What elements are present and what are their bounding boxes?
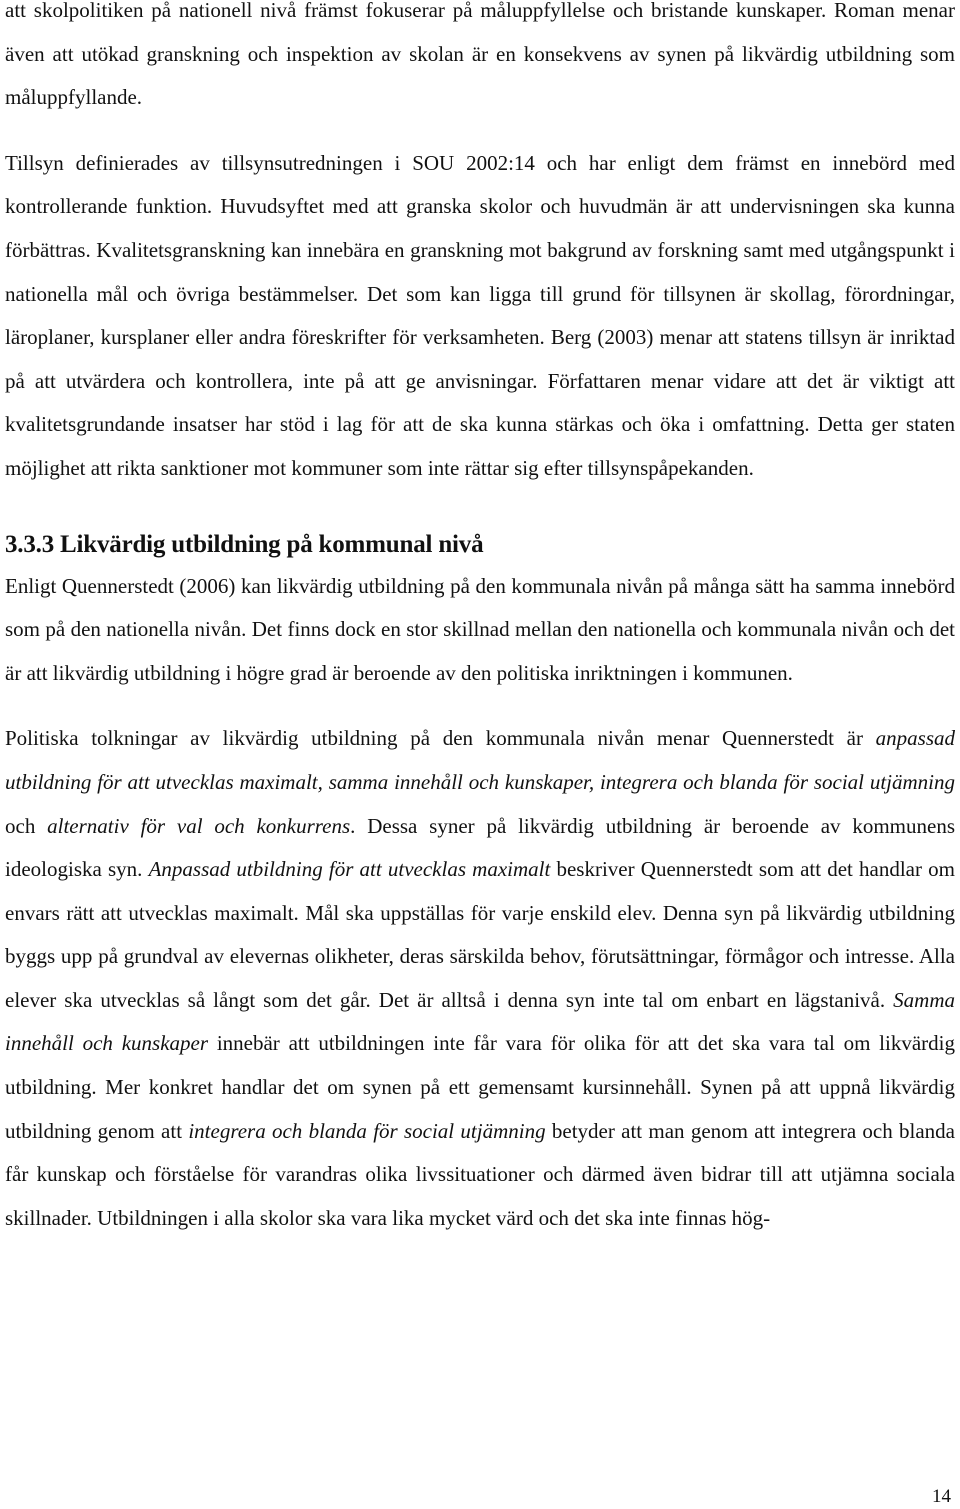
page-number: 14 [932, 1486, 951, 1507]
politiska-text-4: beskriver Quennerstedt som att det handlar om envars rätt att utvecklas maximalt. Mål ska uppställas för varje enskild elev. Denna syn på likvärdig utbildning byggs upp på grundval av elevernas olikheter, deras särskilda behov, förutsättningar, förmågor och intresse. Alla elever ska utvecklas så långt som det går. Det är alltså i denna syn inte tal om enbart en lägstanivå. [5, 857, 955, 1012]
politiska-italic-2: alternativ för val och konkurrens [47, 813, 351, 838]
paragraph-politiska [5, 717, 955, 1240]
paragraph-quennerstedt: Enligt Quennerstedt (2006) kan likvärdig utbildning på den kommunala nivån på många sätt ha samma innebörd som på den nationella nivån. Det finns dock en stor skillnad mellan den nationella och kommunala nivån och det är att likvärdig utbildning i högre grad är beroende av den politiska inriktningen i kommunen. [5, 573, 955, 685]
politiska-text-5: innebär att utbildningen inte får vara för olika för att det ska vara tal om likvärdig utbildning. Mer konkret handlar det om synen på ett gemensamt kursinnehåll. Synen på att uppnå likvärdig utbildning genom att [5, 1031, 955, 1143]
document-page [5, 0, 955, 1240]
politiska-italic-1: anpassad utbildning för att utvecklas maximalt, samma innehåll och kunskaper, integrera och blanda för social utjämning [5, 726, 955, 794]
politiska-text-1: Politiska tolkningar av likvärdig utbildning på den kommunala nivån menar Quennerstedt är [5, 726, 876, 751]
section-heading: 3.3.3 Likvärdig utbildning på kommunal nivå [5, 530, 484, 558]
politiska-italic-5: integrera och blanda för social utjämning [188, 1118, 546, 1143]
politiska-italic-4: Samma innehåll och kunskaper [5, 987, 955, 1056]
paragraph-top: att skolpolitiken på nationell nivå främst fokuserar på måluppfyllelse och bristande kunskaper. Roman menar även att utökad granskning och inspektion av skolan är en konsekvens av synen på likvärdig utbildning som måluppfyllande. [5, 0, 955, 110]
politiska-text-2: och [5, 813, 48, 838]
paragraph-tillsyn: Tillsyn definierades av tillsynsutredningen i SOU 2002:14 och har enligt dem främst en innebörd med kontrollerande funktion. Huvudsyftet med att granska skolor och huvudmän är att undervisningen ska kunna förbättras. Kvalitetsgranskning kan innebära en granskning mot bakgrund av forskning samt med utgångspunkt i nationella mål och övriga bestämmelser. Det som kan ligga till grund för tillsynen är skollag, förordningar, läroplaner, kursplaner eller andra föreskrifter för verksamheten. Berg (2003) menar att statens tillsyn är inriktad på att utvärdera och kontrollera, inte på att ge anvisningar. Författaren menar vidare att det är viktigt att kvalitetsgrundande insatser har stöd i lag för att de ska kunna stärkas och öka i omfattning. Detta ger staten möjlighet att rikta sanktioner mot kommuner som inte rättar sig efter tillsynspåpekanden. [5, 150, 955, 480]
politiska-text-6: betyder att man genom att integrera och blanda får kunskap och förståelse för varandras olika livssituationer och därmed även bidrar till att utjämna sociala skillnader. Utbildningen i alla skolor ska vara lika mycket värd och det ska inte finnas hög- [5, 1118, 955, 1230]
politiska-text-3: . Dessa syner på likvärdig utbildning är beroende av kommunens ideologiska syn. [5, 813, 955, 882]
politiska-italic-3: Anpassad utbildning för att utvecklas maximalt [148, 857, 551, 882]
